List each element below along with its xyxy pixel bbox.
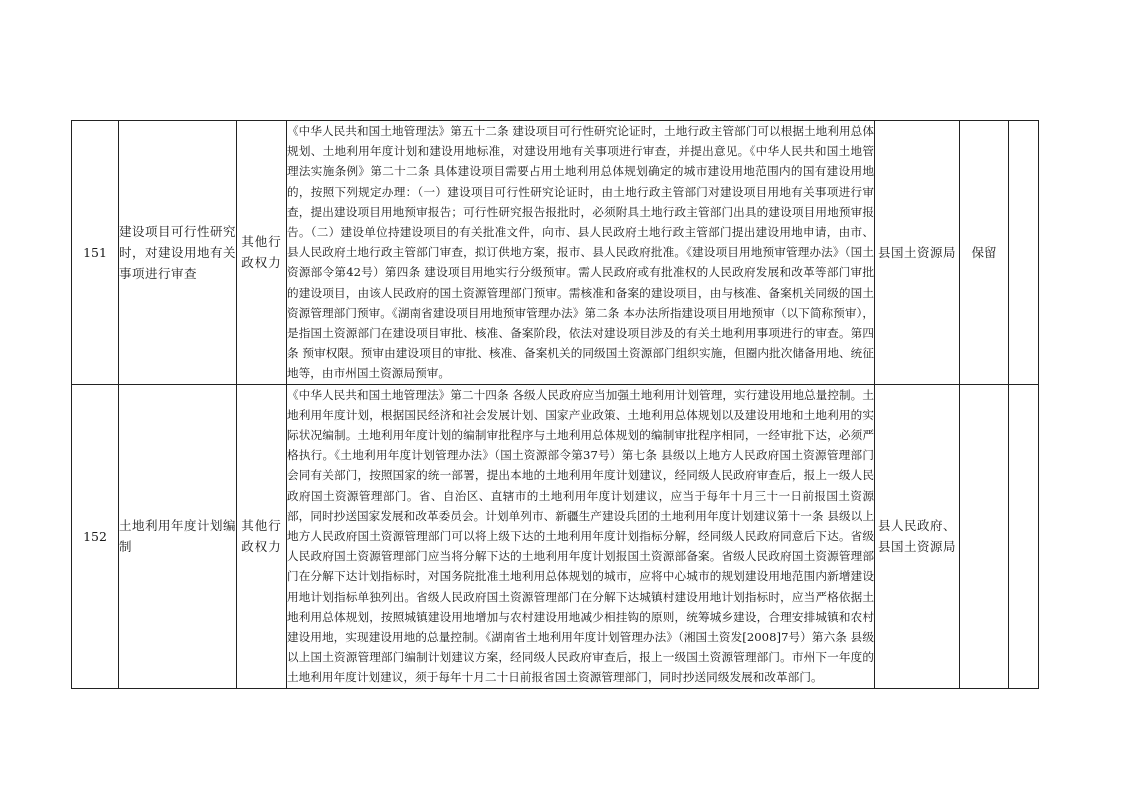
handling-status <box>960 384 1009 688</box>
item-name: 建设项目可行性研究时，对建设用地有关事项进行审查 <box>119 121 237 385</box>
item-number: 152 <box>72 384 119 688</box>
note-cell <box>1009 121 1039 385</box>
item-number: 151 <box>72 121 119 385</box>
table-row <box>72 121 1039 385</box>
implementing-agency: 县人民政府、县国土资源局 <box>875 384 960 688</box>
power-type: 其他行政权力 <box>237 121 287 385</box>
item-name: 土地利用年度计划编制 <box>119 384 237 688</box>
implementing-agency: 县国土资源局 <box>875 121 960 385</box>
handling-status: 保留 <box>960 121 1009 385</box>
table-row <box>72 384 1039 688</box>
note-cell <box>1009 384 1039 688</box>
power-list-table <box>71 120 1039 689</box>
legal-basis: 《中华人民共和国土地管理法》第二十四条 各级人民政府应当加强土地利用计划管理，实行建设用地总量控制。土地利用年度计划，根据国民经济和社会发展计划、国家产业政策、土地利用总体规划以及建设用地和土地利用的实际状况编制。土地利用年度计划的编制审批程序与土地利用总体规划的编制审批程序相同，一经审批下达，必须严格执行。《土地利用年度计划管理办法》（国土资源部令第37号）第七条 县级以上地方人民政府国土资源管理部门会同有关部门，按照国家的统一部署，提出本地的土地利用年度计划建议，经同级人民政府审查后，报上一级人民政府国土资源管理部门。省、自治区、直辖市的土地利用年度计划建议，应当于每年十月三十一日前报国土资源部，同时抄送国家发展和改革委员会。计划单列市、新疆生产建设兵团的土地利用年度计划建议第十一条 县级以上地方人民政府国土资源管理部门可以将上级下达的土地利用年度计划指标分解，经同级人民政府同意后下达。省级人民政府国土资源管理部门应当将分解下达的土地利用年度计划报国土资源部备案。省级人民政府国土资源管理部门在分解下达计划指标时，对国务院批准土地利用总体规划的城市，应将中心城市的规划建设用地范围内新增建设用地计划指标单独列出。省级人民政府国土资源管理部门在分解下达城镇村建设用地计划指标时，应当严格依据土地利用总体规划，按照城镇建设用地增加与农村建设用地减少相挂钩的原则，统筹城乡建设，合理安排城镇和农村建设用地，实现建设用地的总量控制。《湖南省土地利用年度计划管理办法》（湘国土资发[2008]7号）第六条 县级以上国土资源管理部门编制计划建议方案，经同级人民政府审查后，报上一级国土资源管理部门。市州下一年度的土地利用年度计划建议，须于每年十月二十日前报省国土资源管理部门，同时抄送同级发展和改革部门。 <box>287 384 875 688</box>
power-type: 其他行政权力 <box>237 384 287 688</box>
legal-basis: 《中华人民共和国土地管理法》第五十二条 建设项目可行性研究论证时，土地行政主管部门可以根据土地利用总体规划、土地利用年度计划和建设用地标准，对建设用地有关事项进行审查，并提出意见。《中华人民共和国土地管理法实施条例》第二十二条 具体建设项目需要占用土地利用总体规划确定的城市建设用地范围内的国有建设用地的，按照下列规定办理：（一）建设项目可行性研究论证时，由土地行政主管部门对建设项目用地有关事项进行审查，提出建设项目用地预审报告；可行性研究报告报批时，必须附具土地行政主管部门出具的建设项目用地预审报告。（二）建设单位持建设项目的有关批准文件，向市、县人民政府土地行政主管部门提出建设用地申请，由市、县人民政府土地行政主管部门审查，拟订供地方案，报市、县人民政府批准。《建设项目用地预审管理办法》（国土资源部令第42号）第四条 建设项目用地实行分级预审。需人民政府或有批准权的人民政府发展和改革等部门审批的建设项目，由该人民政府的国土资源管理部门预审。需核准和备案的建设项目，由与核准、备案机关同级的国土资源管理部门预审。《湖南省建设项目用地预审管理办法》第二条 本办法所指建设项目用地预审（以下简称预审），是指国土资源部门在建设项目审批、核准、备案阶段，依法对建设项目涉及的有关土地利用事项进行的审查。第四条 预审权限。预审由建设项目的审批、核准、备案机关的同级国土资源部门组织实施，但圈内批次储备用地、统征地等，由市州国土资源局预审。 <box>287 121 875 385</box>
